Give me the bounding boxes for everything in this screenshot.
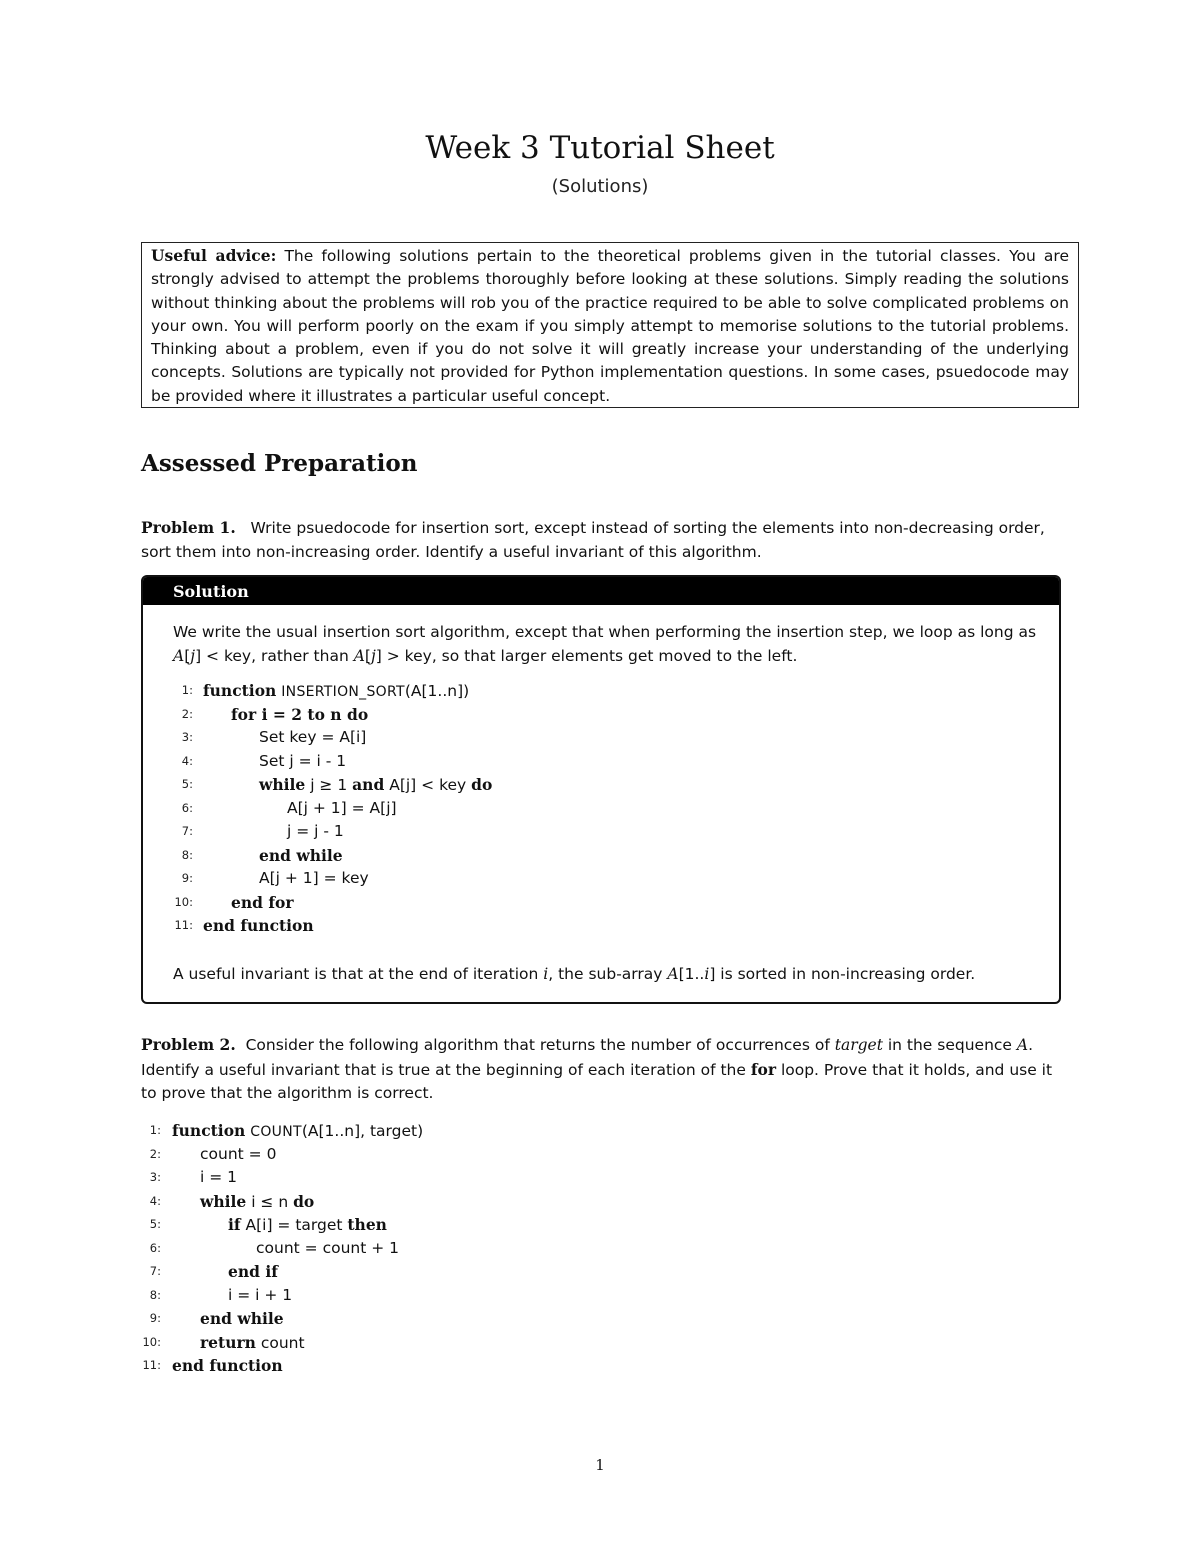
line-number: 3: — [181, 730, 193, 744]
section-heading: Assessed Preparation — [141, 450, 418, 477]
solution-invariant: A useful invariant is that at the end of iteration i, the sub-array A[1..i] is sorted in non-increasing order. — [173, 965, 976, 983]
problem-1 — [141, 516, 1059, 564]
line-number: 2: — [181, 706, 193, 721]
code-text: end for — [231, 892, 294, 912]
code-text: i ≤ n — [246, 1192, 294, 1211]
code-text: j ≥ 1 — [305, 776, 353, 794]
line-number: 4: — [181, 753, 193, 768]
advice-label: Useful advice: — [151, 246, 277, 265]
problem-1-label: Problem 1. — [141, 518, 236, 537]
code-text: i = 1 — [200, 1168, 238, 1186]
keyword: while — [200, 1191, 247, 1211]
solution-intro: We write the usual insertion sort algorithm, except that when performing the insertion step, we loop as long as A[j] < key, rather than A[j] > key, so that larger elements get moved to the left. — [173, 623, 1037, 665]
line-number: 1: — [181, 683, 193, 697]
line-number: 7: — [181, 824, 193, 838]
code-text: A[j + 1] = A[j] — [287, 798, 397, 817]
line-number: 5: — [181, 777, 193, 791]
function-name: COUNT — [250, 1124, 302, 1140]
line-number: 9: — [149, 1311, 161, 1325]
keyword: return — [200, 1332, 256, 1352]
line-number: 8: — [149, 1287, 161, 1302]
code-text: count = count + 1 — [256, 1238, 400, 1257]
keyword: function — [203, 681, 277, 700]
line-number: 7: — [149, 1264, 161, 1278]
problem-2-text: target — [834, 1036, 883, 1054]
problem-2-text: for — [750, 1059, 777, 1079]
solution-intro-part: ] < key, rather than — [195, 646, 354, 665]
line-number: 2: — [149, 1146, 161, 1161]
problem-2-text: in the sequence — [882, 1036, 1017, 1054]
keyword: while — [259, 775, 306, 794]
line-number: 4: — [149, 1193, 161, 1208]
problem-2-text: Consider the following algorithm that returns the number of occurrences of — [245, 1036, 835, 1054]
solution-intro-part: We write the usual insertion sort algorithm, except that when performing the insertion step, we loop as long as — [173, 623, 1037, 641]
line-number: 11: — [142, 1358, 161, 1372]
page-title: Week 3 Tutorial Sheet — [425, 130, 775, 166]
problem-2-label: Problem 2. — [141, 1035, 236, 1054]
line-number: 11: — [174, 918, 193, 932]
solution-box — [141, 575, 1061, 1004]
keyword: function — [172, 1121, 246, 1140]
problem-2 — [141, 1033, 1059, 1106]
page-number: 1 — [595, 1456, 605, 1474]
code-text: end while — [259, 845, 343, 865]
solution-intro-part: [ — [364, 646, 371, 665]
keyword: and — [352, 775, 385, 794]
code-text: count — [255, 1333, 305, 1352]
code-text: A[j] < key — [384, 776, 472, 794]
line-number: 10: — [142, 1334, 161, 1349]
function-args: (A[1..n]) — [404, 682, 470, 700]
line-number: 9: — [181, 871, 193, 885]
page-subtitle: (Solutions) — [551, 176, 649, 197]
keyword: do — [471, 775, 493, 794]
line-number: 10: — [174, 894, 193, 909]
code-text: count = 0 — [200, 1144, 277, 1163]
problem-2-text: A — [1016, 1036, 1029, 1054]
code-text: for i = 2 to n do — [231, 704, 369, 724]
function-args: (A[1..n], target) — [301, 1122, 424, 1140]
function-name: INSERTION_SORT — [281, 684, 405, 700]
keyword: if — [228, 1215, 241, 1234]
keyword: do — [293, 1191, 315, 1211]
line-number: 3: — [149, 1170, 161, 1184]
solution-intro-part: ] > key, so that larger elements get moved to the left. — [375, 646, 798, 665]
code-text: Set key = A[i] — [259, 728, 367, 746]
problem-2-text: loop. Prove that it holds, and use it to prove that the algorithm is correct. — [141, 1060, 1053, 1102]
code-text: end function — [172, 1356, 283, 1375]
code-text: A[j + 1] = key — [259, 869, 369, 887]
problem-1-text: Write psuedocode for insertion sort, except instead of sorting the elements into non-decreasing order, sort them into non-increasing order. Identify a useful invariant of this algorithm. — [141, 519, 1045, 561]
line-number: 1: — [149, 1123, 161, 1137]
code-text: end while — [200, 1309, 284, 1328]
line-number: 8: — [181, 847, 193, 862]
invariant-part: A useful invariant is that at the end of iteration — [173, 965, 544, 983]
code-text: end function — [203, 916, 314, 935]
line-number: 6: — [181, 800, 193, 815]
advice-box — [141, 242, 1079, 408]
keyword: then — [347, 1215, 387, 1234]
invariant-part: , the sub-array — [548, 965, 668, 983]
solution-intro-part: [ — [184, 646, 191, 665]
line-number: 5: — [149, 1217, 161, 1231]
advice-text: The following solutions pertain to the theoretical problems given in the tutorial classes. You are strongly advised to attempt the problems thoroughly before looking at these solutions. Simply reading the solutions without thinking about the problems will rob you of the practice required to be able to solve complicated problems on your own. You will perform poorly on the exam if you simply attempt to memorise solutions to the tutorial problems. Thinking about a problem, even if you do not solve it will greatly increase your understanding of the underlying concepts. Solutions are typically not provided for Python implementation questions. In some cases, psuedocode may be provided where it illustrates a particular useful concept. — [151, 247, 1069, 405]
code-text: i = i + 1 — [228, 1285, 293, 1304]
solution-header: Solution — [143, 577, 1059, 605]
code-text: end if — [228, 1262, 278, 1281]
invariant-part: [1.. — [678, 965, 705, 983]
code-text: Set j = i - 1 — [259, 751, 347, 770]
code-text: j = j - 1 — [287, 822, 344, 840]
line-number: 6: — [149, 1240, 161, 1255]
code-text: A[i] = target — [240, 1216, 348, 1234]
invariant-part: ] is sorted in non-increasing order. — [709, 965, 976, 983]
problem-2-text: . Identify a useful invariant that is true at the beginning of each iteration of the — [141, 1036, 1034, 1079]
